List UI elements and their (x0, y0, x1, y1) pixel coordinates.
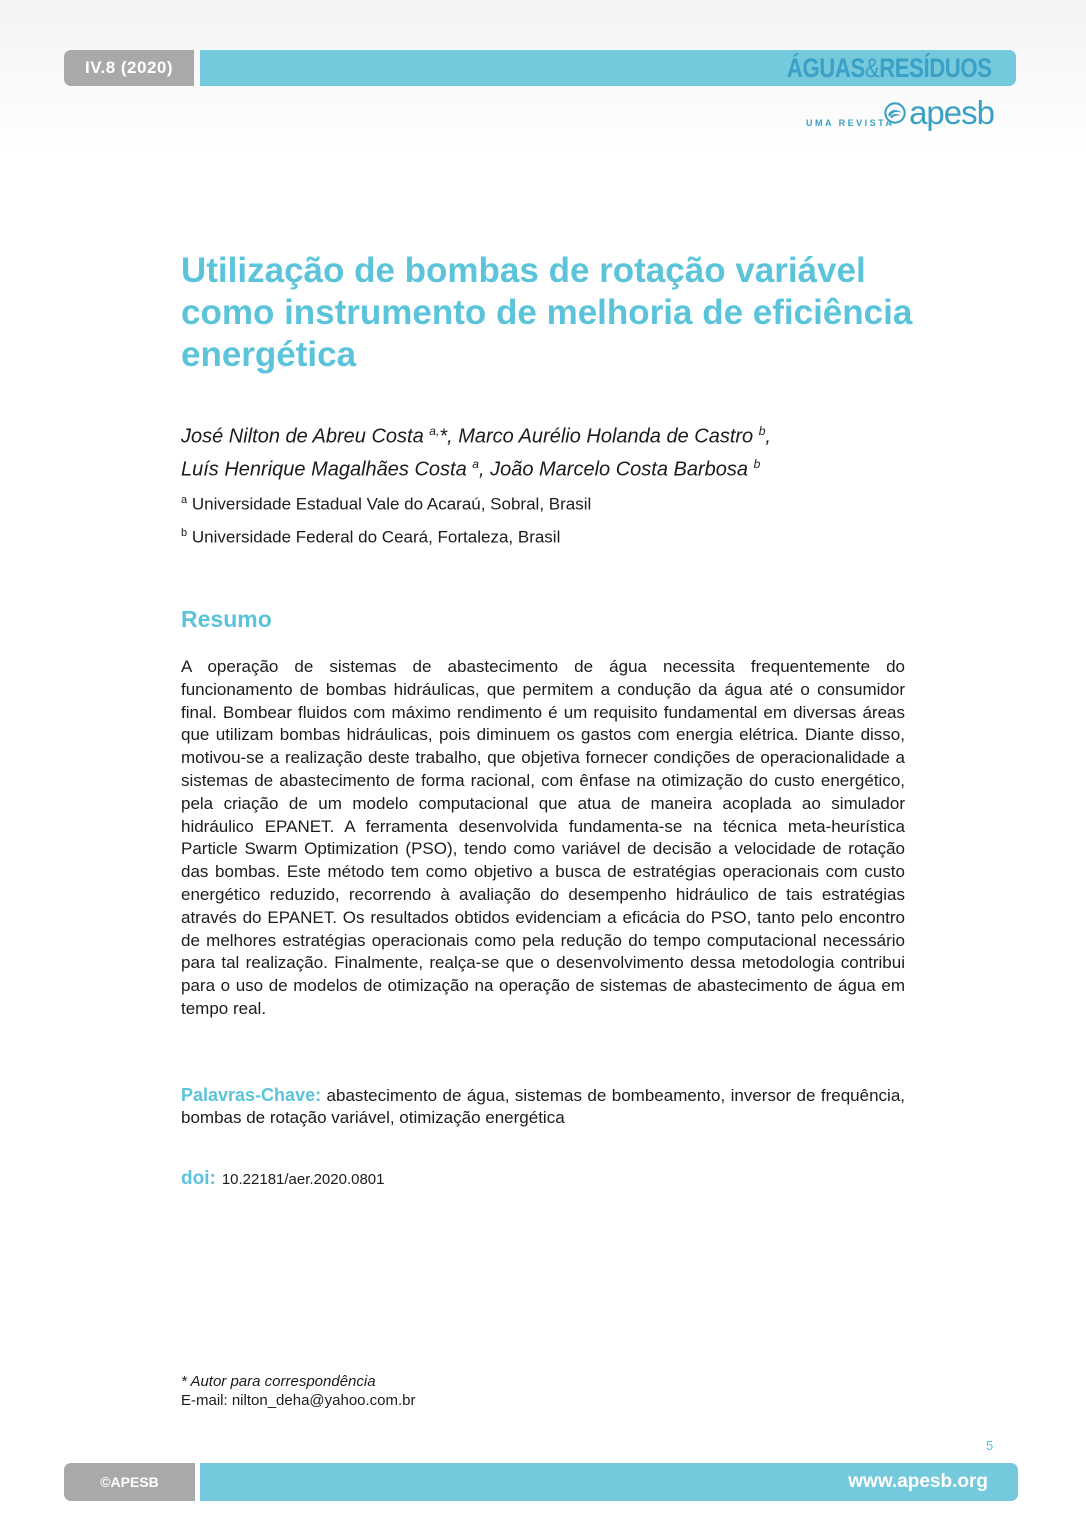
doi-value[interactable]: 10.22181/aer.2020.0801 (221, 1171, 385, 1188)
author-separator: *, (439, 425, 459, 448)
author-name: Luís Henrique Magalhães Costa (181, 458, 473, 481)
footnote-title: * Autor para correspondência (181, 1373, 376, 1390)
footer-accent-bar (200, 1463, 1018, 1501)
author-separator: , (765, 425, 771, 448)
affiliation-marker: b (181, 527, 188, 539)
journal-tagline: UMA REVISTA (806, 118, 895, 128)
footnote-email[interactable]: E-mail: nilton_deha@yahoo.com.br (181, 1392, 416, 1409)
keywords-label: Palavras-Chave: (181, 1085, 322, 1105)
affiliation-marker: a (181, 494, 188, 506)
affiliation-text: Universidade Estadual Vale do Acaraú, Sobral, Brasil (191, 494, 592, 514)
author-affiliation-marker: a (472, 456, 479, 471)
doi (181, 1168, 384, 1190)
author-list (181, 418, 921, 483)
author-line-2 (181, 451, 921, 484)
keywords-text: abastecimento de água, sistemas de bombeamento, inversor de frequência, bombas de rotação variável, otimização energética (181, 1086, 905, 1127)
abstract-heading: Resumo (181, 606, 272, 632)
apesb-swirl-icon (884, 97, 906, 129)
journal-name (787, 54, 992, 82)
corresponding-author-note (181, 1372, 416, 1410)
author-name: Marco Aurélio Holanda de Castro (458, 425, 759, 448)
author-name: José Nilton de Abreu Costa (181, 425, 430, 448)
journal-name-part1: ÁGUAS (787, 53, 866, 83)
author-name: João Marcelo Costa Barbosa (490, 458, 754, 481)
footer-copyright: ©APESB (64, 1463, 195, 1501)
publisher-logo-text: apesb (909, 94, 994, 131)
affiliation-a (181, 494, 591, 515)
issue-label: IV.8 (2020) (64, 50, 194, 86)
journal-name-part2: RESÍDUOS (879, 53, 992, 83)
author-affiliation-marker: a, (429, 424, 440, 438)
footer-website-link[interactable]: www.apesb.org (848, 1471, 988, 1492)
author-affiliation-marker: b (753, 456, 761, 471)
page-number: 5 (986, 1438, 994, 1453)
journal-name-ampersand: & (865, 53, 880, 83)
author-affiliation-marker: b (758, 424, 766, 438)
abstract-text: A operação de sistemas de abastecimento de água necessita frequentemente do funcionamento de bombas hidráulicas, que permitem a condução da água até o consumidor final. Bombear fluidos com máximo rendimento é um requisito fundamental em diversas áreas que utilizam bombas hidráulicas, pois diminuem os gastos com energia elétrica. Diante disso, motivou-se a realização deste trabalho, que objetiva fornecer condições de operacionalidade a sistemas de abastecimento de forma racional, com ênfase na otimização do custo energético, pela criação de um modelo computacional que atua de maneira acoplada ao simulador hidráulico EPANET. A ferramenta desenvolvida fundamenta-se na técnica meta-heurística Particle Swarm Optimization (PSO), tendo como variável de decisão a velocidade de rotação das bombas. Este método tem como objetivo a busca de estratégias operacionais com custo energético reduzido, recorrendo à avaliação do desempenho hidráulico de tais estratégias através do EPANET. Os resultados obtidos evidenciam a eficácia do PSO, tanto pelo encontro de melhores estratégias operacionais como pela redução do tempo computacional necessário para tal realização. Finalmente, realça-se que o desenvolvimento dessa metodologia contribui para o uso de modelos de otimização na operação de sistemas de abastecimento de água em tempo real. (181, 657, 905, 1018)
doi-label: doi: (181, 1168, 216, 1189)
affiliation-b (181, 527, 560, 548)
affiliation-text: Universidade Federal do Ceará, Fortaleza, Brasil (191, 527, 561, 547)
keywords (181, 1084, 905, 1129)
author-separator: , (478, 458, 491, 481)
author-line-1 (181, 418, 921, 451)
publisher-logo (884, 95, 994, 131)
article-title: Utilização de bombas de rotação variável como instrumento de melhoria de eficiência energética (181, 251, 913, 374)
